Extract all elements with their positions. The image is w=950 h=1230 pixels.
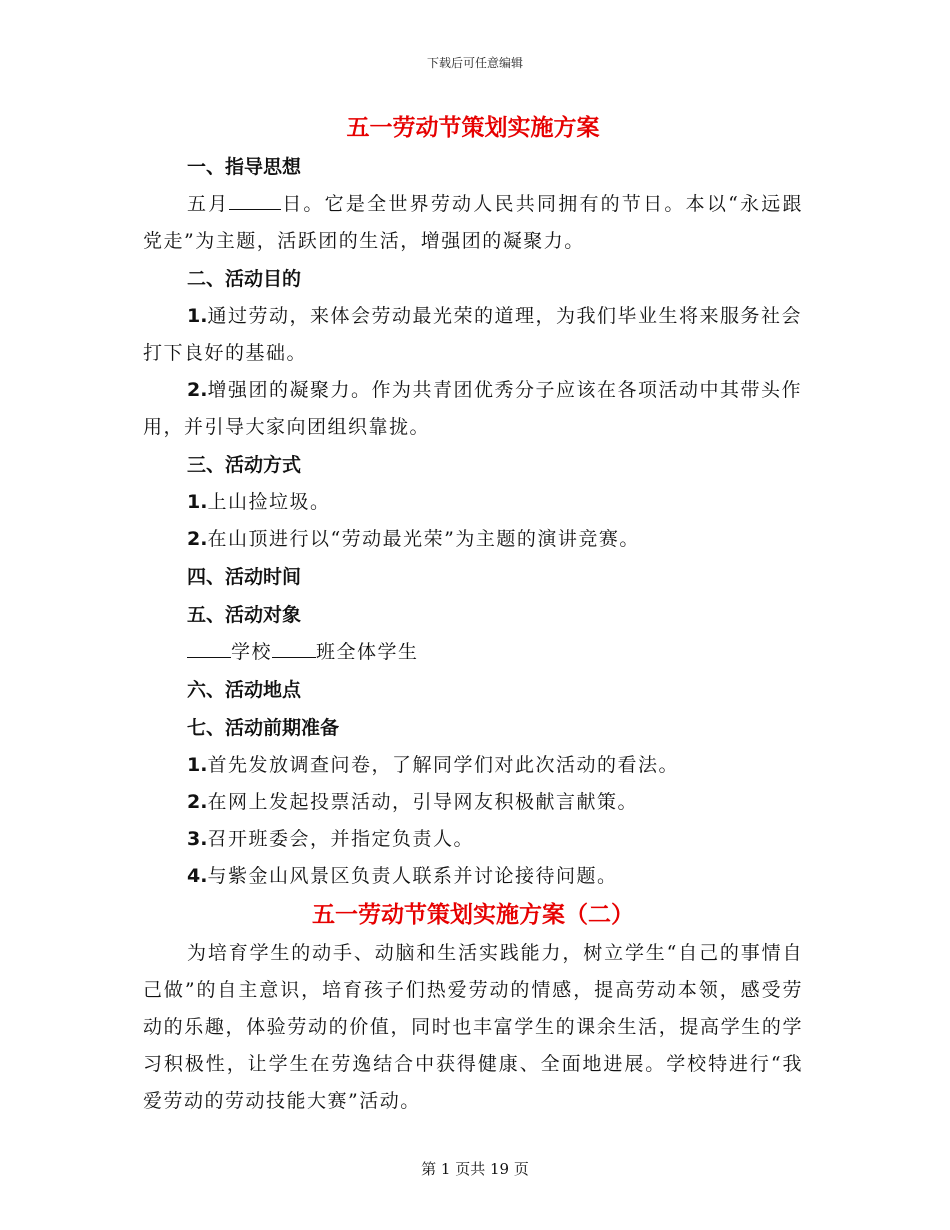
item-number: 2. xyxy=(187,528,208,550)
list-item xyxy=(143,484,803,521)
paragraph-text-part-b: 日。它是全世界劳动人民共同拥有的节日。本以“永远跟党走”为主题，活跃团的生活，增强团的凝聚力。 xyxy=(143,193,803,252)
section-heading-activity-time: 四、活动时间 xyxy=(187,566,302,588)
activity-target-line xyxy=(143,634,803,671)
document-title: 五一劳动节策划实施方案 xyxy=(346,114,600,141)
section-heading-activity-purpose: 二、活动目的 xyxy=(187,268,302,290)
list-item xyxy=(143,784,803,821)
section-heading-activity-target: 五、活动对象 xyxy=(187,604,302,626)
page-number-footer: 第 1 页共 19 页 xyxy=(421,1160,529,1178)
item-number: 3. xyxy=(187,828,208,850)
list-item xyxy=(143,858,803,895)
page-header-note: 下载后可任意编辑 xyxy=(426,56,523,70)
target-text-part-a: 学校 xyxy=(231,641,273,663)
section-heading-preparation: 七、活动前期准备 xyxy=(187,717,340,739)
item-text: 召开班委会，并指定负责人。 xyxy=(207,828,474,850)
item-text: 在网上发起投票活动，引导网友积极献言献策。 xyxy=(207,791,638,813)
fill-blank xyxy=(272,638,316,658)
list-item xyxy=(143,747,803,784)
item-text: 在山顶进行以“劳动最光荣”为主题的演讲竞赛。 xyxy=(207,528,640,550)
item-text: 通过劳动，来体会劳动最光荣的道理，为我们毕业生将来服务社会打下良好的基础。 xyxy=(143,305,802,364)
section-heading-guiding-ideology: 一、指导思想 xyxy=(187,156,302,178)
fill-blank xyxy=(229,190,281,210)
list-item xyxy=(143,298,803,372)
list-item xyxy=(143,821,803,858)
target-text-part-b: 班全体学生 xyxy=(316,641,419,663)
fill-blank xyxy=(187,638,231,658)
paragraph-text-part-a: 五月 xyxy=(187,193,230,215)
item-text: 增强团的凝聚力。作为共青团优秀分子应该在各项活动中其带头作用，并引导大家向团组织靠拢。 xyxy=(143,379,802,438)
item-number: 1. xyxy=(187,305,208,327)
document-title-part-two: 五一劳动节策划实施方案（二） xyxy=(312,901,634,928)
part-two-paragraph: 为培育学生的动手、动脑和生活实践能力，树立学生“自己的事情自己做”的自主意识，培育孩子们热爱劳动的情感，提高劳动本领，感受劳动的乐趣，体验劳动的价值，同时也丰富学生的课余生活，提高学生的学习积极性，让学生在劳逸结合中获得健康、全面地进展。学校特进行“我爱劳动的劳动技能大赛”活动。 xyxy=(143,942,803,1112)
guiding-ideology-paragraph xyxy=(143,186,803,260)
list-item xyxy=(143,372,803,446)
item-text: 上山捡垃圾。 xyxy=(207,491,331,513)
section-heading-activity-method: 三、活动方式 xyxy=(187,454,302,476)
item-text: 首先发放调查问卷，了解同学们对此次活动的看法。 xyxy=(207,754,679,776)
item-text: 与紫金山风景区负责人联系并讨论接待问题。 xyxy=(207,865,618,887)
item-number: 2. xyxy=(187,379,208,401)
section-heading-activity-location: 六、活动地点 xyxy=(187,679,302,701)
item-number: 2. xyxy=(187,791,208,813)
item-number: 4. xyxy=(187,865,208,887)
item-number: 1. xyxy=(187,754,208,776)
list-item xyxy=(143,521,803,558)
item-number: 1. xyxy=(187,491,208,513)
document-body xyxy=(143,108,803,1120)
